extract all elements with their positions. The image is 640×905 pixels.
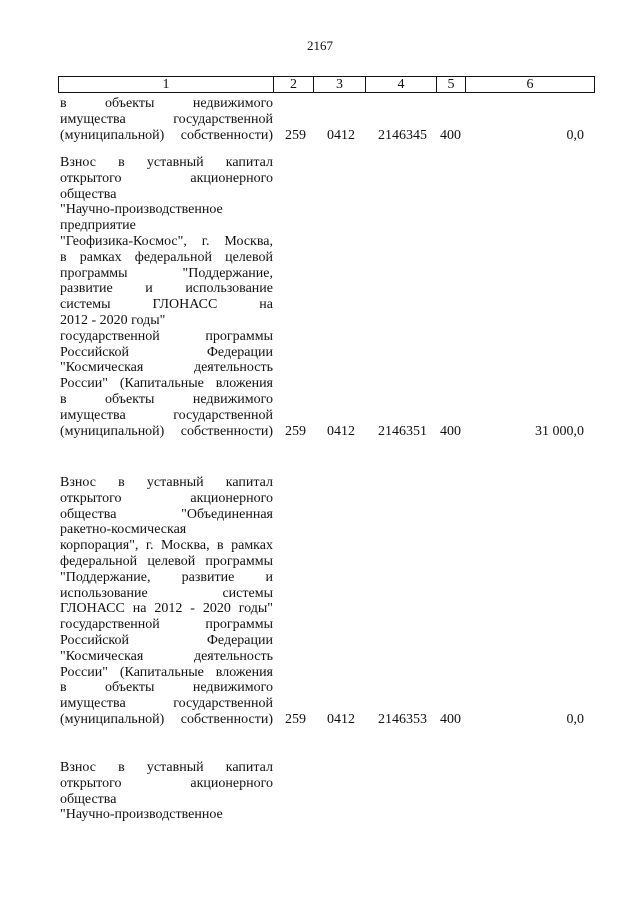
description-line: ракетно-космическая: [60, 522, 187, 538]
description-line: "Поддержание, развитие и: [60, 569, 273, 585]
cell-col4: 2146353: [378, 712, 427, 727]
column-header-6: 6: [466, 77, 595, 93]
description-line: Российской Федерации: [60, 632, 273, 648]
description-line: имущества государственной: [60, 407, 273, 423]
row-description: [60, 475, 273, 728]
description-line: Взнос в уставный капитал: [60, 155, 273, 170]
description-line: государственной программы: [60, 617, 273, 633]
column-header-3: 3: [314, 77, 366, 93]
description-line: Российской Федерации: [60, 344, 273, 360]
description-line: ГЛОНАСС на 2012 - 2020 годы": [60, 601, 273, 617]
column-header-4: 4: [366, 77, 437, 93]
description-line: открытого акционерного: [60, 775, 273, 791]
description-line: "Научно-производственное: [60, 807, 223, 823]
description-line: Взнос в уставный капитал: [60, 760, 273, 775]
description-line: (муниципальной) собственности): [60, 127, 273, 143]
description-line: России" (Капитальные вложения: [60, 376, 273, 392]
description-line: общества: [60, 791, 117, 807]
cell-col3: 0412: [327, 423, 355, 439]
description-line: имущества государственной: [60, 696, 273, 712]
cell-col5: 400: [440, 127, 461, 143]
cell-col3: 0412: [327, 712, 355, 727]
description-line: в объекты недвижимого: [60, 96, 273, 111]
row-description: [60, 155, 273, 439]
cell-col6: 0,0: [566, 712, 584, 727]
description-line: общества: [60, 186, 117, 202]
page-number: 2167: [307, 38, 333, 53]
description-line: открытого акционерного: [60, 170, 273, 186]
cell-col2: 259: [285, 127, 306, 143]
row-description: [60, 96, 273, 143]
description-line: программы "Поддержание,: [60, 265, 273, 281]
description-line: "Геофизика-Космос", г. Москва,: [60, 233, 273, 249]
cell-col6: 0,0: [566, 127, 584, 143]
description-line: (муниципальной) собственности): [60, 711, 273, 727]
description-line: федеральной целевой программы: [60, 553, 273, 569]
row-description: [60, 760, 273, 823]
description-line: в объекты недвижимого: [60, 391, 273, 407]
description-line: в рамках федеральной целевой: [60, 249, 273, 265]
column-header-5: 5: [437, 77, 466, 93]
description-line: предприятие: [60, 218, 136, 234]
cell-col4: 2146351: [378, 423, 427, 439]
column-header-2: 2: [274, 77, 314, 93]
description-line: 2012 - 2020 годы": [60, 312, 166, 328]
cell-col2: 259: [285, 423, 306, 439]
column-header-row: [58, 76, 595, 93]
description-line: (муниципальной) собственности): [60, 423, 273, 439]
description-line: имущества государственной: [60, 111, 273, 127]
description-line: корпорация", г. Москва, в рамках: [60, 538, 273, 554]
cell-col5: 400: [440, 712, 461, 727]
column-header-1: 1: [59, 77, 274, 93]
description-line: "Научно-производственное: [60, 202, 223, 218]
cell-col5: 400: [440, 423, 461, 439]
description-line: общества "Объединенная: [60, 506, 273, 522]
cell-col6: 31 000,0: [535, 423, 584, 439]
cell-col3: 0412: [327, 127, 355, 143]
description-line: развитие и использование: [60, 281, 273, 297]
description-line: открытого акционерного: [60, 490, 273, 506]
description-line: системы ГЛОНАСС на: [60, 297, 273, 313]
description-line: в объекты недвижимого: [60, 680, 273, 696]
description-line: Взнос в уставный капитал: [60, 475, 273, 490]
description-line: "Космическая деятельность: [60, 648, 273, 664]
description-line: России" (Капитальные вложения: [60, 664, 273, 680]
description-line: государственной программы: [60, 328, 273, 344]
cell-col4: 2146345: [378, 127, 427, 143]
description-line: использование системы: [60, 585, 273, 601]
cell-col2: 259: [285, 712, 306, 727]
description-line: "Космическая деятельность: [60, 360, 273, 376]
